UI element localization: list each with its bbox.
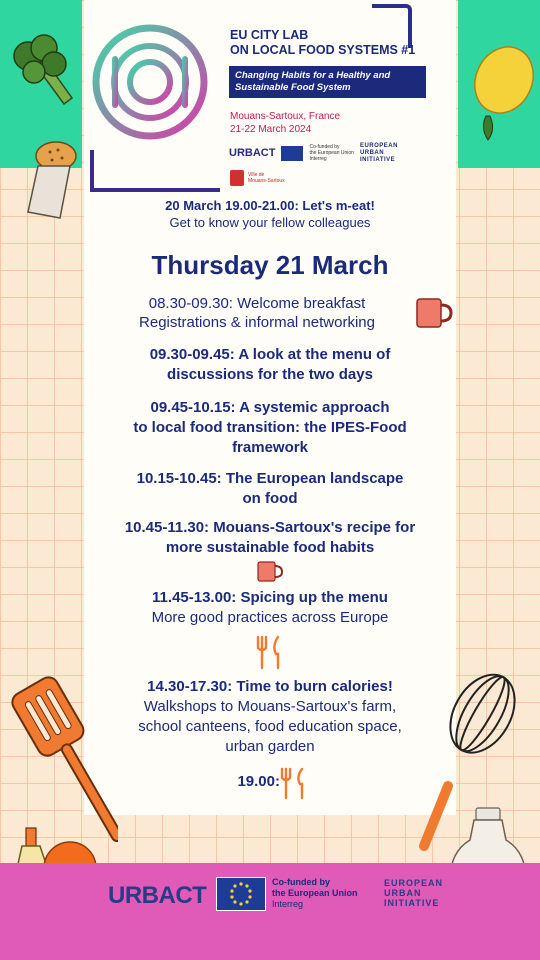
eui-line: INITIATIVE (384, 898, 440, 908)
footer-cofunded (272, 877, 358, 910)
footer-eui-logo (384, 878, 443, 908)
eui-line: INITIATIVE (359, 156, 396, 163)
ville-logo (230, 170, 285, 186)
coffee-mug-icon (256, 560, 284, 584)
agenda-text: more sustainable food habits (165, 539, 375, 556)
event-location (230, 110, 340, 136)
cofunded-line: Interreg (309, 156, 327, 162)
logo-accent-bar (90, 150, 94, 190)
location-text: Mouans-Sartoux, France (230, 111, 341, 122)
eu-stars-icon (217, 878, 265, 910)
coffee-mug-icon (414, 296, 454, 330)
agenda-text: 08.30-09.30: Welcome breakfast (148, 295, 366, 312)
eu-flag-icon (281, 146, 303, 161)
salt-shaker-icon (16, 140, 80, 224)
agenda-item-8: 19.00: (237, 773, 280, 790)
pre-event-title: 20 March 19.00-21.00: Let's m-eat! (165, 198, 375, 213)
cofunded-line: Interreg (272, 899, 304, 909)
agenda-item-7 (84, 677, 456, 757)
agenda-text: framework (232, 439, 308, 456)
cutlery-icon (278, 766, 312, 800)
cofunded-line: the European Union (272, 888, 358, 898)
eu-flag-icon (216, 877, 266, 911)
cofunded-line: Co-funded by (272, 877, 330, 887)
cofunded-line: Co-funded by (309, 144, 340, 150)
agenda-text: 11.45-13.00: Spicing up the menu (152, 589, 388, 606)
agenda-item-3 (84, 398, 456, 458)
footer-urbact-logo: URBACT (108, 882, 207, 909)
agenda-text: 10.15-10.45: The European landscape (136, 470, 404, 487)
day-title: Thursday 21 March (151, 250, 389, 280)
agenda-text: Walkshops to Mouans-Sartoux's farm, (143, 698, 397, 715)
agenda-text: discussions for the two days (167, 366, 373, 383)
ville-line: Mouans-Sartoux (248, 178, 285, 184)
event-subtitle-line: Sustainable Food System (235, 82, 351, 93)
event-title-line: ON LOCAL FOOD SYSTEMS #1 (230, 43, 416, 57)
agenda-item-6 (84, 588, 456, 628)
footer-band (0, 863, 540, 960)
agenda-text: 10.45-11.30: Mouans-Sartoux's recipe for (124, 519, 416, 536)
cutlery-icon (252, 634, 288, 670)
pre-event-subtitle: Get to know your fellow colleagues (169, 215, 371, 230)
agenda-text: Registrations & informal networking (139, 314, 375, 331)
agenda-text: 09.30-09.45: A look at the menu of (149, 346, 391, 363)
agenda-text: urban garden (225, 738, 315, 755)
cofunded-line: the European Union (309, 150, 354, 156)
ville-crest-icon (230, 170, 244, 186)
ville-line: Ville de (248, 172, 265, 178)
agenda-item-2 (84, 345, 456, 385)
event-subtitle-box (229, 66, 426, 98)
event-subtitle-line: Changing Habits for a Healthy and (235, 70, 391, 81)
dates-text: 21-22 March 2024 (230, 124, 312, 135)
eui-line: URBAN (384, 888, 422, 898)
logo-accent-bar (90, 188, 220, 192)
eui-line: EUROPEAN (359, 142, 398, 149)
agenda-item-4 (84, 469, 456, 509)
urbact-logo: URBACT (229, 147, 276, 159)
event-title (230, 28, 440, 58)
food-systems-logo-icon (90, 22, 210, 142)
agenda-item-5 (84, 518, 456, 558)
cofunded-text (309, 144, 353, 162)
partner-logos (229, 142, 398, 164)
lemon-icon (466, 36, 538, 146)
agenda-item-1 (84, 294, 430, 332)
eui-line: EUROPEAN (384, 878, 444, 888)
agenda-text: 14.30-17.30: Time to burn calories! (147, 678, 393, 695)
event-header (84, 0, 456, 196)
agenda-text: 09.45-10.15: A systemic approach (150, 399, 390, 416)
broccoli-icon (6, 34, 86, 110)
agenda-text: school canteens, food education space, (138, 718, 402, 735)
eui-line: URBAN (359, 149, 385, 156)
agenda-text: on food (242, 490, 298, 507)
event-title-line: EU CITY LAB (230, 28, 309, 42)
agenda-text: to local food transition: the IPES-Food (133, 419, 407, 436)
eui-logo (360, 143, 398, 164)
agenda-text: More good practices across Europe (151, 609, 389, 626)
